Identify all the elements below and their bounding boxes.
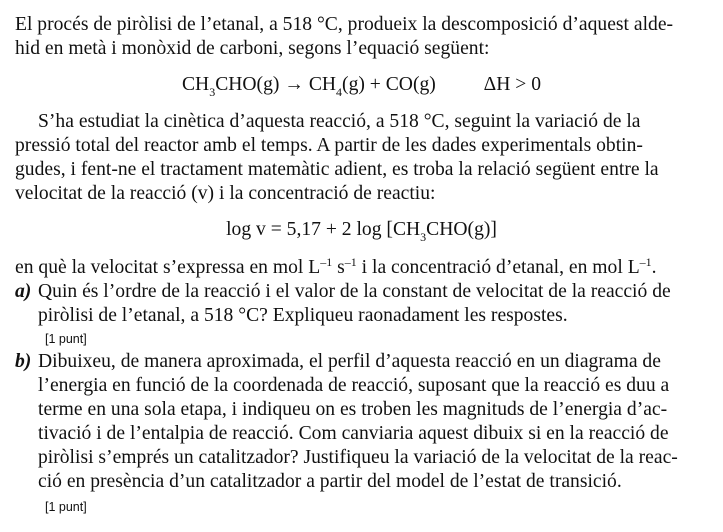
question-a-label: a): [15, 281, 32, 302]
paragraph2-line-4: velocitat de la reacció (v) i la concentració de reactiu:: [15, 183, 436, 204]
paragraph2-line-3: gudes, i fent-ne el tractament matemàtic adient, es troba la relació següent entre la: [15, 159, 659, 180]
question-b-line-1: Dibuixeu, de manera aproximada, el perfil d’aquesta reacció en un diagrama de: [38, 351, 661, 372]
question-a-line-2: piròlisi de l’etanal, a 518 °C? Expliqueu raonadament les respostes.: [38, 305, 568, 326]
question-b-line-5: piròlisi s’emprés un catalitzador? Justifiqueu la variació de la velocitat de la reac-: [38, 447, 678, 468]
reactant-formula: CH3CHO(g): [181, 74, 280, 99]
paragraph2-line-2: pressió total del reactor amb el temps. A partir de les dades experimentals obtin-: [15, 135, 643, 156]
question-b-line-4: tivació i de l’entalpia de reacció. Com canviaria aquest dibuix si en la reacció de: [38, 423, 669, 444]
question-a-points: [1 punt]: [45, 332, 87, 346]
intro-line-1: El procés de piròlisi de l’etanal, a 518 °C, produeix la descomposició d’aquest alde-: [15, 14, 674, 35]
product-formula: CH4(g) + CO(g): [308, 74, 436, 99]
reaction-equation: [0, 73, 723, 97]
question-b-line-2: l’energia en funció de la coordenada de reacció, suposant que la reacció es duu a: [38, 375, 670, 396]
reaction-arrow: →: [284, 74, 304, 95]
rate-equation: log v = 5,17 + 2 log [CH3CHO(g)]: [226, 219, 497, 244]
enthalpy-condition: ΔH > 0: [483, 74, 542, 95]
question-b-line-3: terme en una sola etapa, i indiqueu on es troben les magnituds de l’energia d’ac-: [38, 399, 668, 420]
question-a-line-1: Quin és l’ordre de la reacció i el valor de la constant de velocitat de la reacció de: [38, 281, 671, 302]
question-b-label: b): [15, 351, 32, 372]
units-line: en què la velocitat s’expressa en mol $L^{-1}$ $s^{-1}$ i la concentració d’etanal, en mol $L^{-1}$.: [15, 255, 657, 278]
question-b-points: [1 punt]: [45, 500, 87, 514]
intro-line-2: hid en metà i monòxid de carboni, segons l’equació següent:: [15, 38, 490, 59]
paragraph2-line-1: S’ha estudiat la cinètica d’aquesta reacció, a 518 °C, seguint la variació de la: [38, 111, 641, 132]
question-b-line-6: ció en presència d’un catalitzador a partir del model de l’estat de transició.: [38, 471, 622, 492]
